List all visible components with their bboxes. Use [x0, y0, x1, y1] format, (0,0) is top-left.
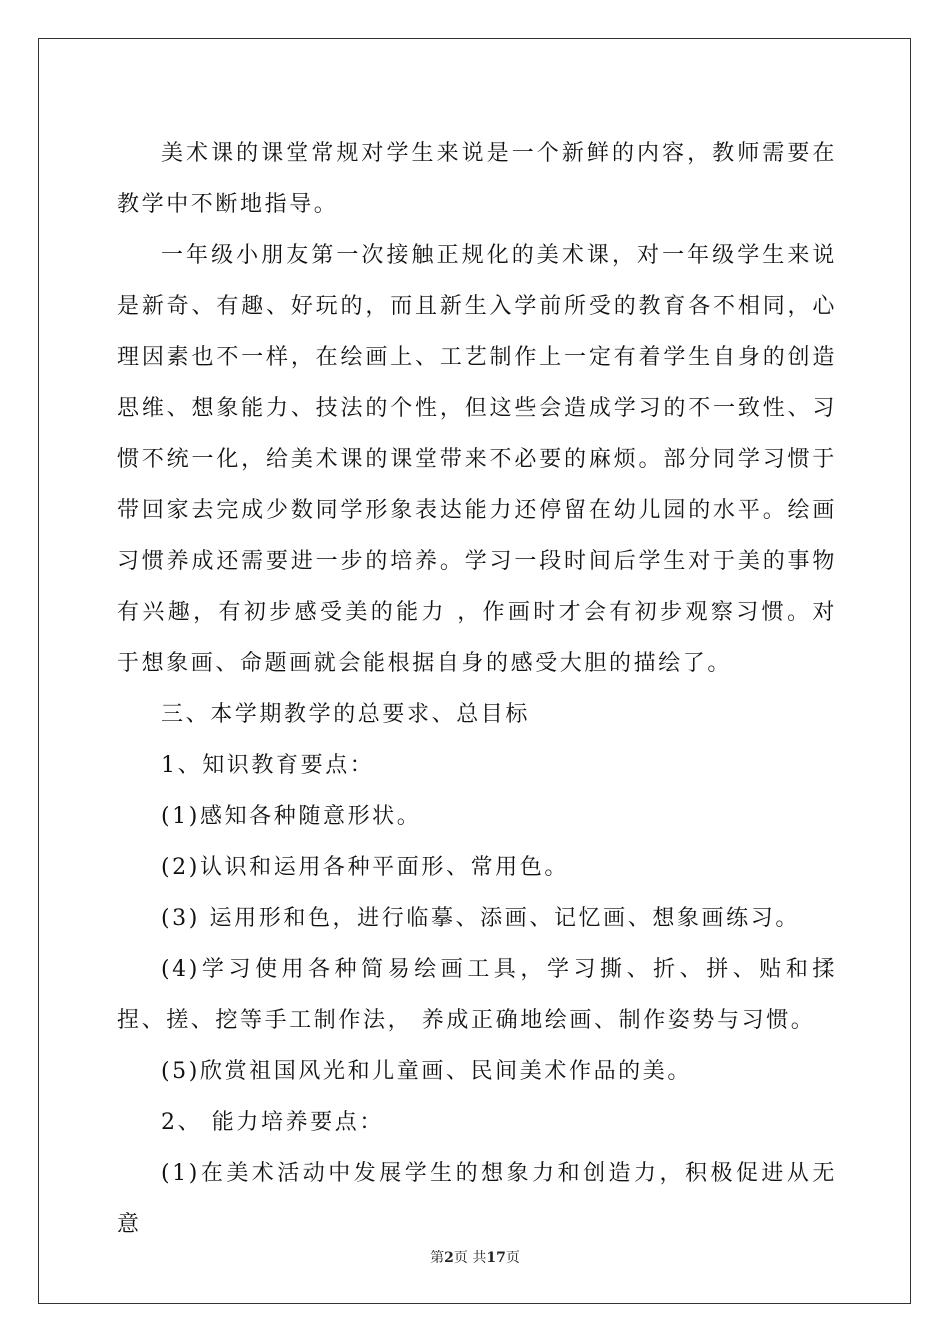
list-item: (1)在美术活动中发展学生的想象力和创造力，积极促进从无意: [117, 1161, 837, 1237]
section-heading: 三、本学期教学的总要求、总目标: [161, 702, 531, 727]
current-page-number: 2: [444, 1250, 454, 1266]
list-item: (4)学习使用各种简易绘画工具，学习撕、折、拼、贴和揉捏、搓、挖等手工制作法， 养成正确地绘画、制作姿势与习惯。: [117, 957, 837, 1033]
subsection-heading: 2、 能力培养要点：: [161, 1110, 384, 1135]
page-footer: [0, 1247, 950, 1267]
paragraph: 美术课的课堂常规对学生来说是一个新鲜的内容，教师需要在教学中不断地指导。: [117, 141, 837, 217]
list-item: (5)欣赏祖国风光和儿童画、民间美术作品的美。: [161, 1059, 692, 1084]
total-page-count: 17: [486, 1250, 506, 1266]
list-item: (2)认识和运用各种平面形、常用色。: [161, 855, 569, 880]
footer-middle: 页 共: [453, 1250, 487, 1266]
list-item: (3) 运用形和色，进行临摹、添画、记忆画、想象画练习。: [161, 906, 800, 931]
list-item: (1)感知各种随意形状。: [161, 804, 422, 829]
document-body: [117, 128, 837, 1250]
footer-suffix: 页: [505, 1250, 520, 1266]
footer-prefix: 第: [430, 1250, 445, 1266]
paragraph: 一年级小朋友第一次接触正规化的美术课，对一年级学生来说是新奇、有趣、好玩的，而且新生入学前所受的教育各不相同，心理因素也不一样，在绘画上、工艺制作上一定有着学生自身的创造思维、想象能力、技法的个性，但这些会造成学习的不一致性、习惯不统一化，给美术课的课堂带来不必要的麻烦。部分同学习惯于带回家去完成少数同学形象表达能力还停留在幼儿园的水平。绘画习惯养成还需要进一步的培养。学习一段时间后学生对于美的事物有兴趣，有初步感受美的能力 ，作画时才会有初步观察习惯。对于想象画、命题画就会能根据自身的感受大胆的描绘了。: [117, 243, 837, 676]
subsection-heading: 1、知识教育要点：: [161, 753, 375, 778]
